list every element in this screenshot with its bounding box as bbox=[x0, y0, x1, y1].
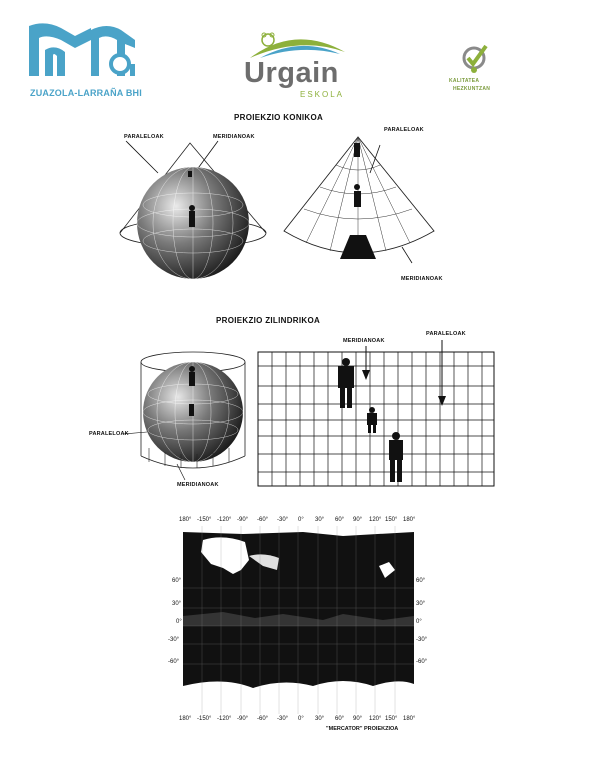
map-tick: -90° bbox=[237, 716, 249, 722]
map-tick: 180° bbox=[403, 517, 416, 523]
map-tick: 30° bbox=[416, 601, 426, 607]
cylindrical-parallels-label-left: PARALELOAK bbox=[89, 431, 129, 437]
map-tick: -60° bbox=[257, 517, 269, 523]
map-tick: -120° bbox=[217, 716, 232, 722]
map-tick: 60° bbox=[172, 578, 182, 584]
conic-parallels-label-right: PARALELOAK bbox=[384, 127, 424, 133]
map-tick: -30° bbox=[277, 716, 289, 722]
map-tick: 180° bbox=[403, 716, 416, 722]
map-tick: -60° bbox=[416, 659, 428, 665]
cylindrical-parallels-label-top: PARALELOAK bbox=[426, 331, 466, 337]
map-tick: 60° bbox=[416, 578, 426, 584]
map-tick: 30° bbox=[315, 517, 325, 523]
cylindrical-meridians-label-bottom: MERIDIANOAK bbox=[177, 482, 219, 488]
cylinder-globe-diagram bbox=[125, 348, 255, 476]
map-tick: 60° bbox=[335, 716, 345, 722]
map-tick: -30° bbox=[416, 637, 428, 643]
map-tick: 180° bbox=[179, 517, 192, 523]
map-tick: 30° bbox=[172, 601, 182, 607]
conic-parallels-label-left: PARALELOAK bbox=[124, 134, 164, 140]
conic-projection-diagram bbox=[280, 135, 440, 265]
mercator-map bbox=[183, 526, 414, 714]
map-tick: -60° bbox=[257, 716, 269, 722]
urgain-subtitle: ESKOLA bbox=[300, 90, 345, 99]
map-tick: -60° bbox=[168, 659, 180, 665]
map-tick: -150° bbox=[197, 517, 212, 523]
school-logo-icon bbox=[25, 18, 145, 88]
map-tick: 0° bbox=[298, 716, 304, 722]
cylinder-grid-diagram bbox=[258, 352, 494, 486]
map-tick: 120° bbox=[369, 517, 382, 523]
map-tick: 180° bbox=[179, 716, 192, 722]
map-tick: 0° bbox=[416, 619, 422, 625]
cylindrical-meridians-label-top: MERIDIANOAK bbox=[343, 338, 385, 344]
map-tick: 150° bbox=[385, 517, 398, 523]
mercator-caption: "MERCATOR" PROIEKZIOA bbox=[326, 726, 399, 732]
map-tick: 150° bbox=[385, 716, 398, 722]
header bbox=[0, 0, 600, 105]
map-tick: 60° bbox=[335, 517, 345, 523]
map-tick: -30° bbox=[168, 637, 180, 643]
map-tick: 90° bbox=[353, 517, 363, 523]
urgain-name: Urgain bbox=[244, 57, 339, 89]
map-tick: -90° bbox=[237, 517, 249, 523]
map-tick: 0° bbox=[298, 517, 304, 523]
map-tick: -150° bbox=[197, 716, 212, 722]
cylindrical-title: PROIEKZIO ZILINDRIKOA bbox=[216, 316, 321, 325]
map-tick: -120° bbox=[217, 517, 232, 523]
conic-globe-diagram bbox=[110, 135, 280, 285]
quality-label-1: KALITATEA bbox=[449, 78, 480, 84]
conic-meridians-label-left: MERIDIANOAK bbox=[213, 134, 255, 140]
map-tick: 90° bbox=[353, 716, 363, 722]
quality-label-2: HEZKUNTZAN bbox=[453, 86, 491, 92]
school-name: ZUAZOLA-LARRAÑA BHI bbox=[30, 88, 142, 98]
conic-title: PROIEKZIO KONIKOA bbox=[234, 113, 324, 122]
map-tick: -30° bbox=[277, 517, 289, 523]
map-tick: 120° bbox=[369, 716, 382, 722]
quality-logo-icon bbox=[462, 44, 488, 74]
conic-meridians-label-right: MERIDIANOAK bbox=[401, 276, 443, 282]
map-tick: 0° bbox=[176, 619, 182, 625]
map-tick: 30° bbox=[315, 716, 325, 722]
